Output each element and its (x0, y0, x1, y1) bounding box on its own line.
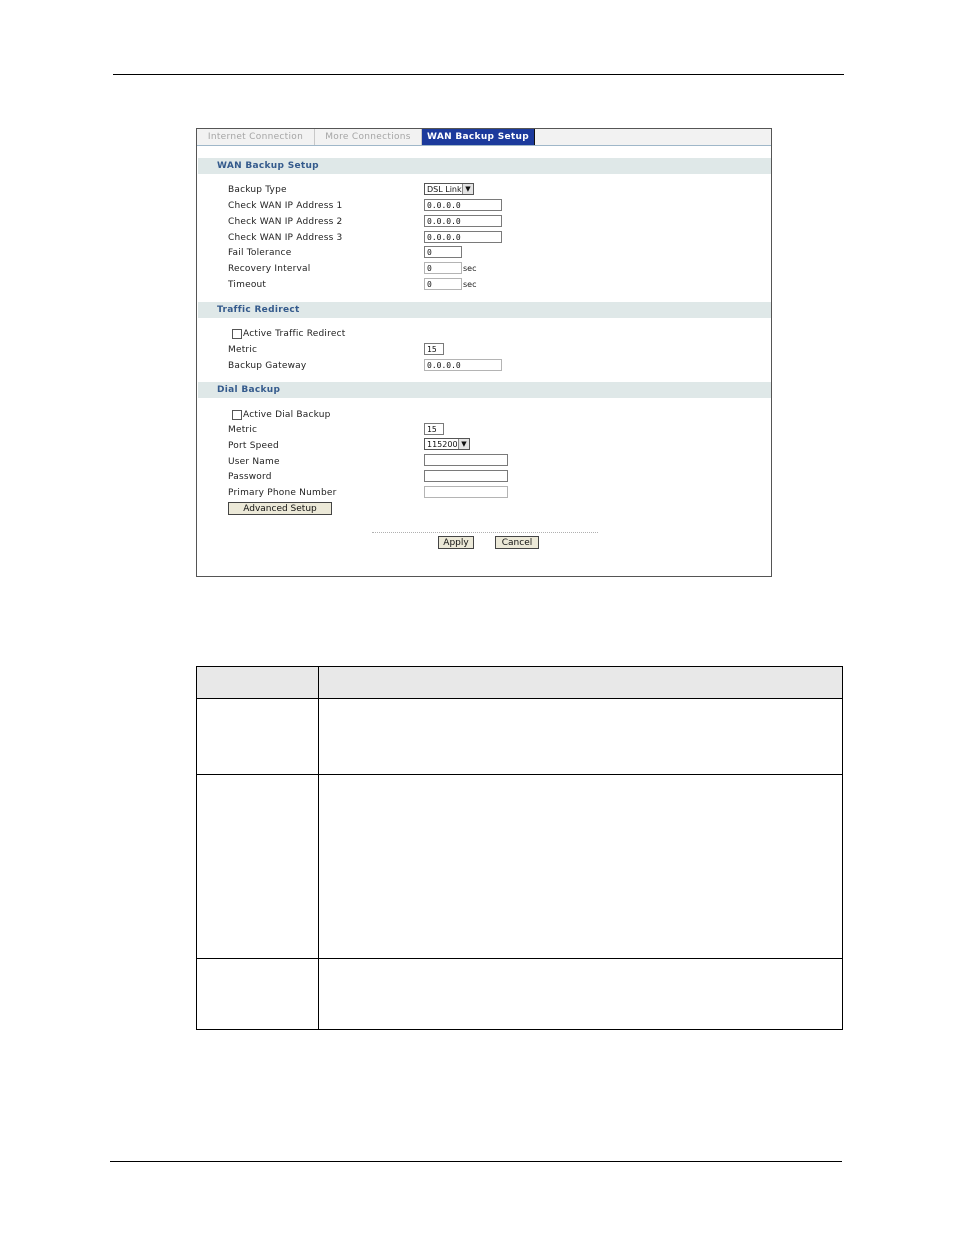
check-wan-ip-3-input[interactable]: 0.0.0.0 (424, 231, 502, 243)
apply-button[interactable]: Apply (438, 536, 474, 549)
port-speed-select[interactable] (424, 438, 470, 450)
port-speed-label: Port Speed (228, 441, 279, 451)
active-traffic-redirect-label: Active Traffic Redirect (243, 329, 346, 339)
primary-phone-input[interactable] (424, 486, 508, 498)
backup-type-value: DSL Link (427, 185, 462, 194)
section-header-wan-backup (198, 158, 771, 174)
timeout-input[interactable]: 0 (424, 278, 462, 290)
recovery-interval-label: Recovery Interval (228, 264, 311, 274)
check-wan-ip-2-input[interactable]: 0.0.0.0 (424, 215, 502, 227)
wan-backup-setup-panel (196, 128, 772, 577)
section-title: Traffic Redirect (217, 305, 300, 315)
timeout-label: Timeout (228, 280, 267, 290)
recovery-interval-unit: sec (463, 264, 477, 273)
recovery-interval-input[interactable]: 0 (424, 262, 462, 274)
password-input[interactable] (424, 470, 508, 482)
fail-tolerance-input[interactable]: 0 (424, 246, 462, 258)
password-label: Password (228, 472, 272, 482)
separator (372, 532, 598, 533)
section-title: WAN Backup Setup (217, 161, 319, 171)
tab-more-connections[interactable]: More Connections (315, 129, 422, 145)
backup-type-label: Backup Type (228, 185, 287, 195)
timeout-unit: sec (463, 280, 477, 289)
advanced-setup-button[interactable]: Advanced Setup (228, 502, 332, 515)
page-footer-rule (110, 1161, 842, 1162)
chevron-down-icon: ▼ (458, 439, 469, 449)
table-header-row (197, 667, 842, 699)
tab-wan-backup-setup[interactable]: WAN Backup Setup (422, 129, 535, 145)
backup-gateway-label: Backup Gateway (228, 361, 307, 371)
user-name-input[interactable] (424, 454, 508, 466)
backup-gateway-input[interactable]: 0.0.0.0 (424, 359, 502, 371)
tab-internet-connection[interactable]: Internet Connection (197, 129, 315, 145)
port-speed-value: 115200 (427, 440, 458, 449)
field-description-table (196, 666, 843, 1030)
check-wan-ip-1-input[interactable]: 0.0.0.0 (424, 199, 502, 211)
fail-tolerance-label: Fail Tolerance (228, 248, 292, 258)
tab-bar (197, 129, 771, 146)
traffic-metric-label: Metric (228, 345, 258, 355)
cancel-button[interactable]: Cancel (495, 536, 539, 549)
table-row-divider (197, 958, 842, 959)
dial-metric-label: Metric (228, 425, 258, 435)
check-wan-ip-2-label: Check WAN IP Address 2 (228, 217, 343, 227)
dial-metric-input[interactable]: 15 (424, 423, 444, 435)
traffic-metric-input[interactable]: 15 (424, 343, 444, 355)
active-traffic-redirect-checkbox[interactable] (232, 329, 242, 339)
active-dial-backup-checkbox[interactable] (232, 410, 242, 420)
chevron-down-icon: ▼ (462, 184, 473, 194)
section-title: Dial Backup (217, 385, 281, 395)
backup-type-select[interactable] (424, 183, 474, 195)
check-wan-ip-3-label: Check WAN IP Address 3 (228, 233, 343, 243)
page-header-rule (113, 74, 844, 75)
section-header-dial-backup (198, 382, 771, 398)
primary-phone-label: Primary Phone Number (228, 488, 337, 498)
check-wan-ip-1-label: Check WAN IP Address 1 (228, 201, 343, 211)
user-name-label: User Name (228, 457, 280, 467)
active-dial-backup-label: Active Dial Backup (243, 410, 331, 420)
column-divider (318, 667, 319, 1029)
table-row-divider (197, 774, 842, 775)
section-header-traffic-redirect (198, 302, 771, 318)
